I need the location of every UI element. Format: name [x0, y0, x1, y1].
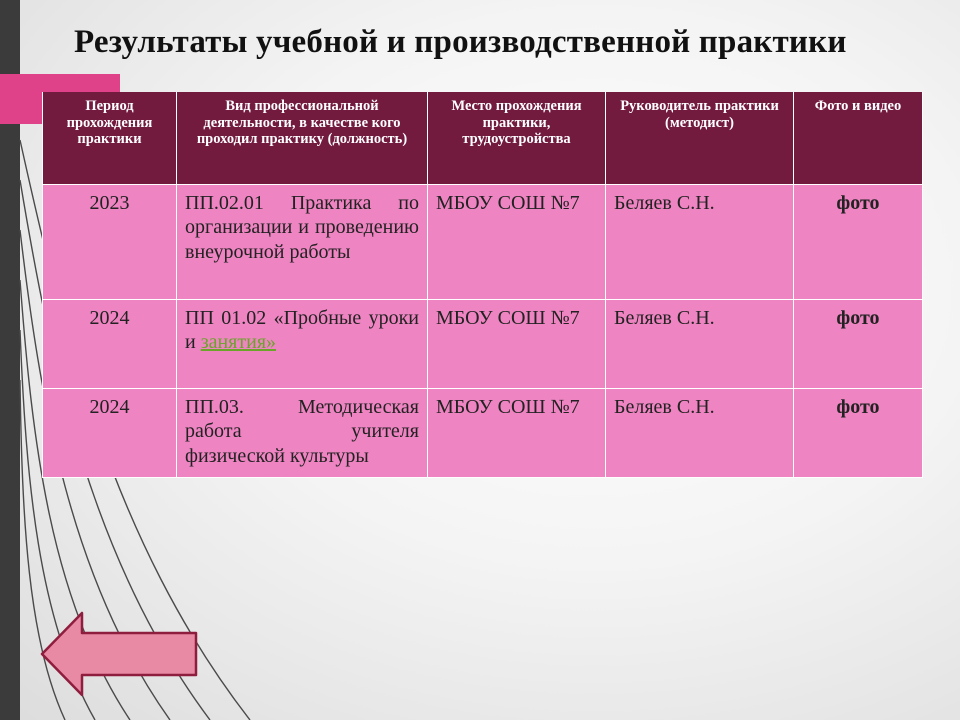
header-place: Место прохождения практики, трудоустройства: [428, 92, 606, 185]
header-period: Период прохождения практики: [43, 92, 177, 185]
cell-year: 2024: [43, 389, 177, 478]
cell-activity: ПП.02.01 Практика по организации и проведению внеурочной работы: [177, 185, 428, 300]
cell-place: МБОУ СОШ №7: [428, 389, 606, 478]
cell-supervisor: Беляев С.Н.: [606, 185, 794, 300]
activity-text: ПП 01.02 «Пробные уроки и: [185, 307, 419, 354]
practice-table: [42, 92, 923, 478]
left-arrow-icon: [42, 613, 196, 695]
cell-place: МБОУ СОШ №7: [428, 185, 606, 300]
cell-photo-link[interactable]: фото: [794, 389, 923, 478]
cell-supervisor: Беляев С.Н.: [606, 389, 794, 478]
back-arrow-button[interactable]: [40, 611, 200, 697]
header-activity: Вид профессиональной деятельности, в качестве кого проходил практику (должность): [177, 92, 428, 185]
cell-photo-link[interactable]: фото: [794, 185, 923, 300]
cell-place: МБОУ СОШ №7: [428, 300, 606, 389]
page-title: Результаты учебной и производственной практики: [74, 24, 847, 60]
table-row: [43, 300, 923, 389]
activity-link[interactable]: занятия»: [200, 331, 277, 354]
cell-activity: ПП.03. Методическая работа учителя физической культуры: [177, 389, 428, 478]
cell-photo-link[interactable]: фото: [794, 300, 923, 389]
cell-year: 2023: [43, 185, 177, 300]
table-row: [43, 389, 923, 478]
table-header-row: [43, 92, 923, 185]
cell-supervisor: Беляев С.Н.: [606, 300, 794, 389]
header-supervisor: Руководитель практики (методист): [606, 92, 794, 185]
cell-activity: [177, 300, 428, 389]
header-photo-video: Фото и видео: [794, 92, 923, 185]
cell-year: 2024: [43, 300, 177, 389]
table-row: [43, 185, 923, 300]
